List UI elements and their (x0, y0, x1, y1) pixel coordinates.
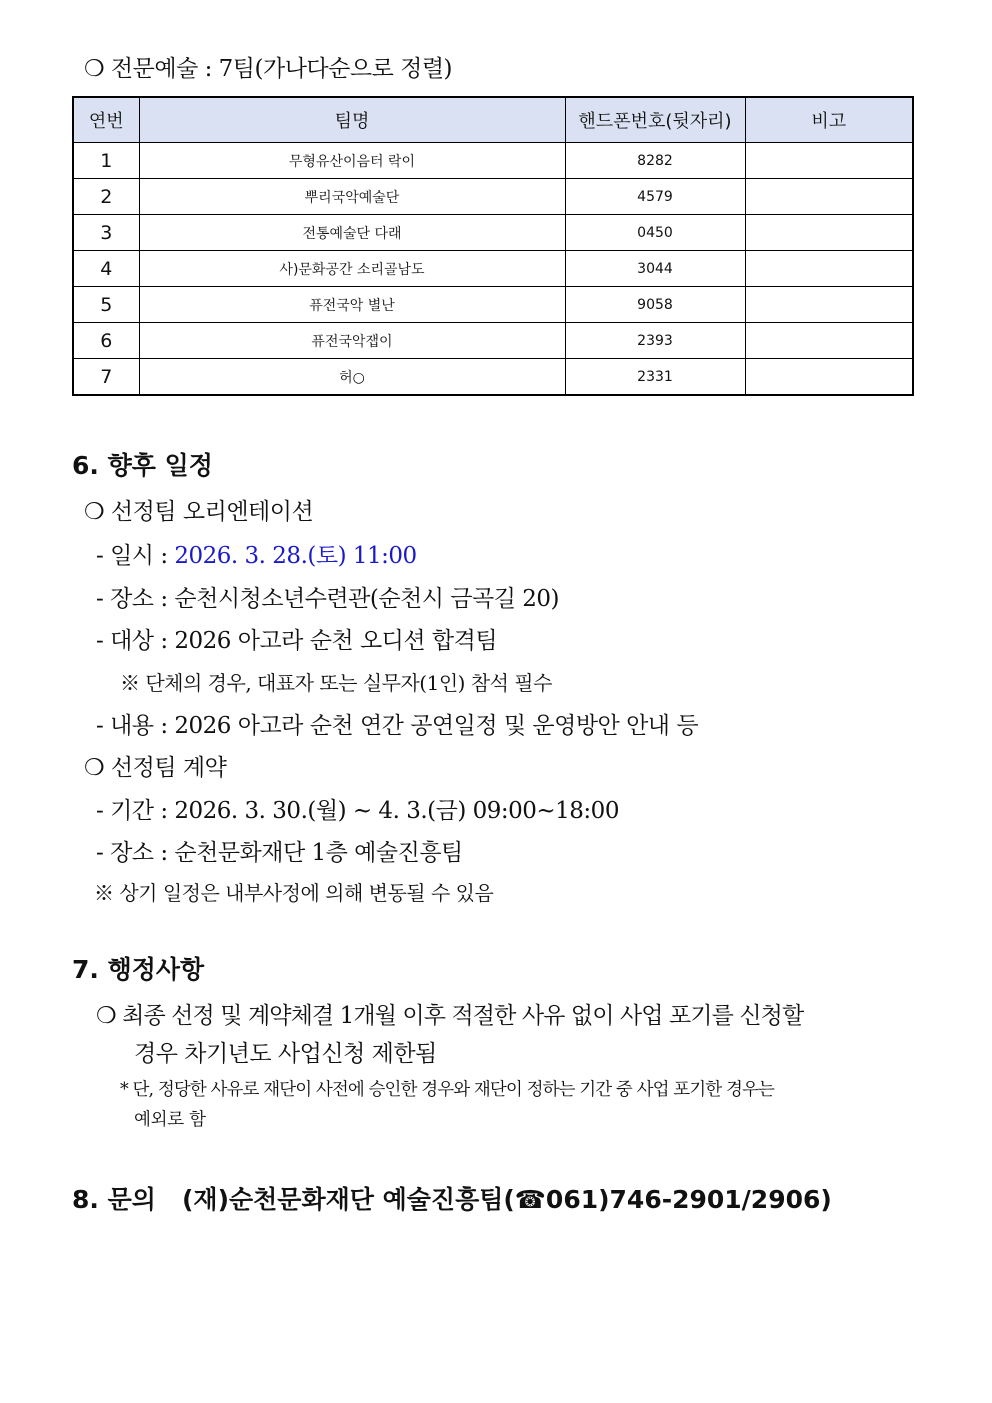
team-table (72, 96, 914, 396)
row-number: 1 (73, 143, 139, 179)
row-team-name: 허○ (139, 359, 565, 396)
table-row (73, 143, 913, 179)
table-row (73, 359, 913, 396)
contract-period: - 기간 : 2026. 3. 30.(월) ~ 4. 3.(금) 09:00~18:00 (96, 798, 619, 824)
orientation-title: ❍ 선정팀 오리엔테이션 (84, 499, 314, 525)
admin-note-1: * 단, 정당한 사유로 재단이 사전에 승인한 경우와 재단이 정하는 기간 중 사업 포기한 경우는 (120, 1080, 774, 1100)
row-phone: 8282 (565, 143, 745, 179)
row-remarks (745, 143, 913, 179)
row-number: 4 (73, 251, 139, 287)
row-number: 2 (73, 179, 139, 215)
row-team-name: 사)문화공간 소리골남도 (139, 251, 565, 287)
row-number: 5 (73, 287, 139, 323)
table-header-row (73, 97, 913, 143)
contract-title: ❍ 선정팀 계약 (84, 755, 227, 781)
table-row (73, 251, 913, 287)
row-number: 6 (73, 323, 139, 359)
admin-note-2: 예외로 함 (134, 1110, 206, 1130)
table-row (73, 287, 913, 323)
date-label: - 일시 : (96, 543, 175, 569)
row-remarks (745, 251, 913, 287)
row-remarks (745, 287, 913, 323)
row-phone: 9058 (565, 287, 745, 323)
contact-heading: 8. 문의 (재)순천문화재단 예술진흥팀(☎061)746-2901/2906) (72, 1185, 832, 1214)
row-phone: 3044 (565, 251, 745, 287)
row-remarks (745, 215, 913, 251)
orientation-content: - 내용 : 2026 아고라 순천 연간 공연일정 및 운영방안 안내 등 (96, 713, 699, 739)
orientation-date (96, 537, 417, 570)
section-title: ❍ 전문예술 : 7팀(가나다순으로 정렬) (84, 56, 453, 82)
admin-line-1: ❍ 최종 선정 및 계약체결 1개월 이후 적절한 사유 없이 사업 포기를 신청할 (96, 1003, 804, 1029)
admin-line-2: 경우 차기년도 사업신청 제한됨 (134, 1041, 437, 1067)
header-phone: 핸드폰번호(뒷자리) (565, 97, 745, 143)
contract-place: - 장소 : 순천문화재단 1층 예술진흥팀 (96, 840, 463, 866)
orientation-target: - 대상 : 2026 아고라 순천 오디션 합격팀 (96, 628, 498, 654)
target-note: ※ 단체의 경우, 대표자 또는 실무자(1인) 참석 필수 (120, 671, 552, 695)
header-remarks: 비고 (745, 97, 913, 143)
header-number: 연번 (73, 97, 139, 143)
row-remarks (745, 323, 913, 359)
table-row (73, 179, 913, 215)
row-number: 3 (73, 215, 139, 251)
header-team-name: 팀명 (139, 97, 565, 143)
row-phone: 2393 (565, 323, 745, 359)
row-remarks (745, 359, 913, 396)
row-phone: 4579 (565, 179, 745, 215)
row-team-name: 뿌리국악예술단 (139, 179, 565, 215)
row-team-name: 퓨전국악잽이 (139, 323, 565, 359)
table-row (73, 323, 913, 359)
row-phone: 0450 (565, 215, 745, 251)
date-value: 2026. 3. 28.(토) 11:00 (174, 543, 417, 569)
orientation-place: - 장소 : 순천시청소년수련관(순천시 금곡길 20) (96, 586, 559, 612)
row-team-name: 무형유산이음터 락이 (139, 143, 565, 179)
schedule-heading: 6. 향후 일정 (72, 451, 213, 480)
row-remarks (745, 179, 913, 215)
row-phone: 2331 (565, 359, 745, 396)
row-team-name: 전통예술단 다래 (139, 215, 565, 251)
row-number: 7 (73, 359, 139, 396)
row-team-name: 퓨전국악 별난 (139, 287, 565, 323)
table-row (73, 215, 913, 251)
schedule-change-note: ※ 상기 일정은 내부사정에 의해 변동될 수 있음 (94, 881, 494, 905)
admin-heading: 7. 행정사항 (72, 955, 205, 984)
